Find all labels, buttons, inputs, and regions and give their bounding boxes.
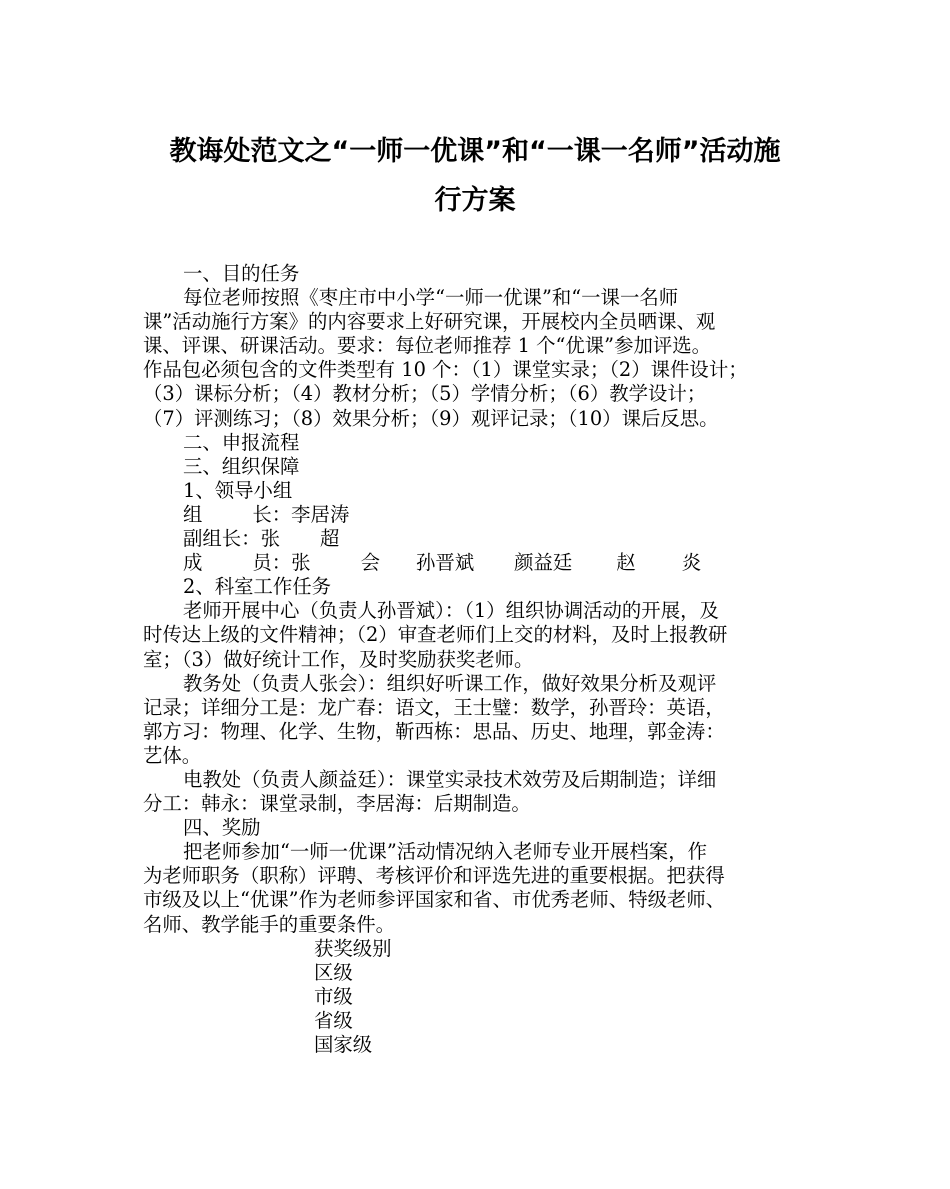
member-name: 赵: [616, 551, 636, 575]
paragraph-line: 时传达上级的文件精神；（2）审查老师们上交的材料，及时上报教研: [143, 623, 728, 647]
leader-row: [143, 503, 811, 527]
leader-label-a: 组: [183, 502, 203, 526]
deputy-label: 副组长：: [183, 527, 261, 551]
members-label-b: 员：: [252, 551, 292, 575]
paragraph-line: 课”活动施行方案》的内容要求上好研究课，开展校内全员晒课、观: [143, 310, 716, 334]
deputy-name-b: 超: [319, 527, 340, 551]
leader-name: 李居涛: [291, 502, 350, 526]
member-name: 孙晋斌: [415, 551, 475, 575]
document-title-line-2: 行方案: [434, 185, 516, 216]
section-heading-process: 二、申报流程: [183, 430, 300, 454]
member-name: 张: [291, 551, 311, 575]
paragraph-line: 老师开展中心（负责人孙晋斌）：（1）组织协调活动的开展，及: [183, 599, 719, 623]
paragraph-line: 分工：韩永：课堂录制，李居海：后期制造。: [143, 792, 531, 816]
paragraph-line: 教务处（负责人张会）：组织好听课工作，做好效果分析及观评: [183, 671, 717, 695]
deputy-row: [143, 527, 811, 551]
paragraph-line: 每位老师按照《枣庄市中小学“一师一优课”和“一课一名师: [183, 286, 679, 310]
deputy-name-a: 张: [260, 527, 280, 551]
paragraph-line: 电教处（负责人颜益廷）：课堂实录技术效劳及后期制造；详细: [183, 767, 717, 791]
section-heading-organization: 三、组织保障: [183, 454, 300, 478]
paragraph-line: 市级及以上“优课”作为老师参评国家和省、市优秀老师、特级老师、: [143, 888, 726, 912]
paragraph-line: 作品包必须包含的文件类型有 10 个：（1）课堂实录；（2）课件设计；: [143, 358, 748, 382]
paragraph-line: 记录；详细分工是：龙广春：语文，王士璧：数学，孙晋玲：英语，: [143, 695, 725, 719]
paragraph-line: （3）课标分析；（4）教材分析；（5）学情分析；（6）教学设计；: [143, 382, 707, 406]
subsection-heading-leadership: 1、领导小组: [183, 478, 293, 502]
paragraph-line: 郭方习：物理、化学、生物，靳西栋：思品、历史、地理，郭金涛：: [143, 719, 725, 743]
member-name: 会: [360, 551, 380, 575]
subsection-heading-duties: 2、科室工作任务: [183, 575, 332, 599]
paragraph-line: 室；（3）做好统计工作，及时奖励获奖老师。: [143, 647, 534, 671]
document-title-line-1: 教诲处范文之“一师一优课”和“一课一名师”活动施: [169, 136, 781, 167]
award-level-item: 省级: [314, 1008, 353, 1032]
paragraph-line: 名师、教学能手的重要条件。: [143, 912, 396, 936]
member-name: 颜益廷: [514, 551, 573, 575]
award-level-item: 区级: [314, 960, 353, 984]
section-heading-purpose: 一、目的任务: [183, 262, 300, 285]
section-heading-rewards: 四、奖励: [183, 816, 261, 840]
paragraph-line: （7）评测练习；（8）效果分析；（9）观评记录；（10）课后反思。: [143, 406, 719, 430]
paragraph-line: 艺体。: [143, 743, 202, 767]
members-row: [143, 551, 811, 575]
members-label-a: 成: [183, 551, 203, 575]
leader-label-b: 长：: [252, 502, 292, 526]
award-level-item: 市级: [314, 984, 353, 1008]
paragraph-line: 把老师参加“一师一优课”活动情况纳入老师专业开展档案，作: [183, 840, 707, 864]
document-body: [143, 262, 811, 1057]
award-level-header: 获奖级别: [314, 936, 392, 960]
paragraph-line: 为老师职务（职称）评聘、考核评价和评选先进的重要根据。把获得: [143, 864, 725, 888]
member-name: 炎: [681, 551, 702, 575]
award-level-item: 国家级: [314, 1033, 373, 1056]
paragraph-line: 课、评课、研课活动。要求：每位老师推荐 1 个“优课”参加评选。: [143, 334, 712, 358]
